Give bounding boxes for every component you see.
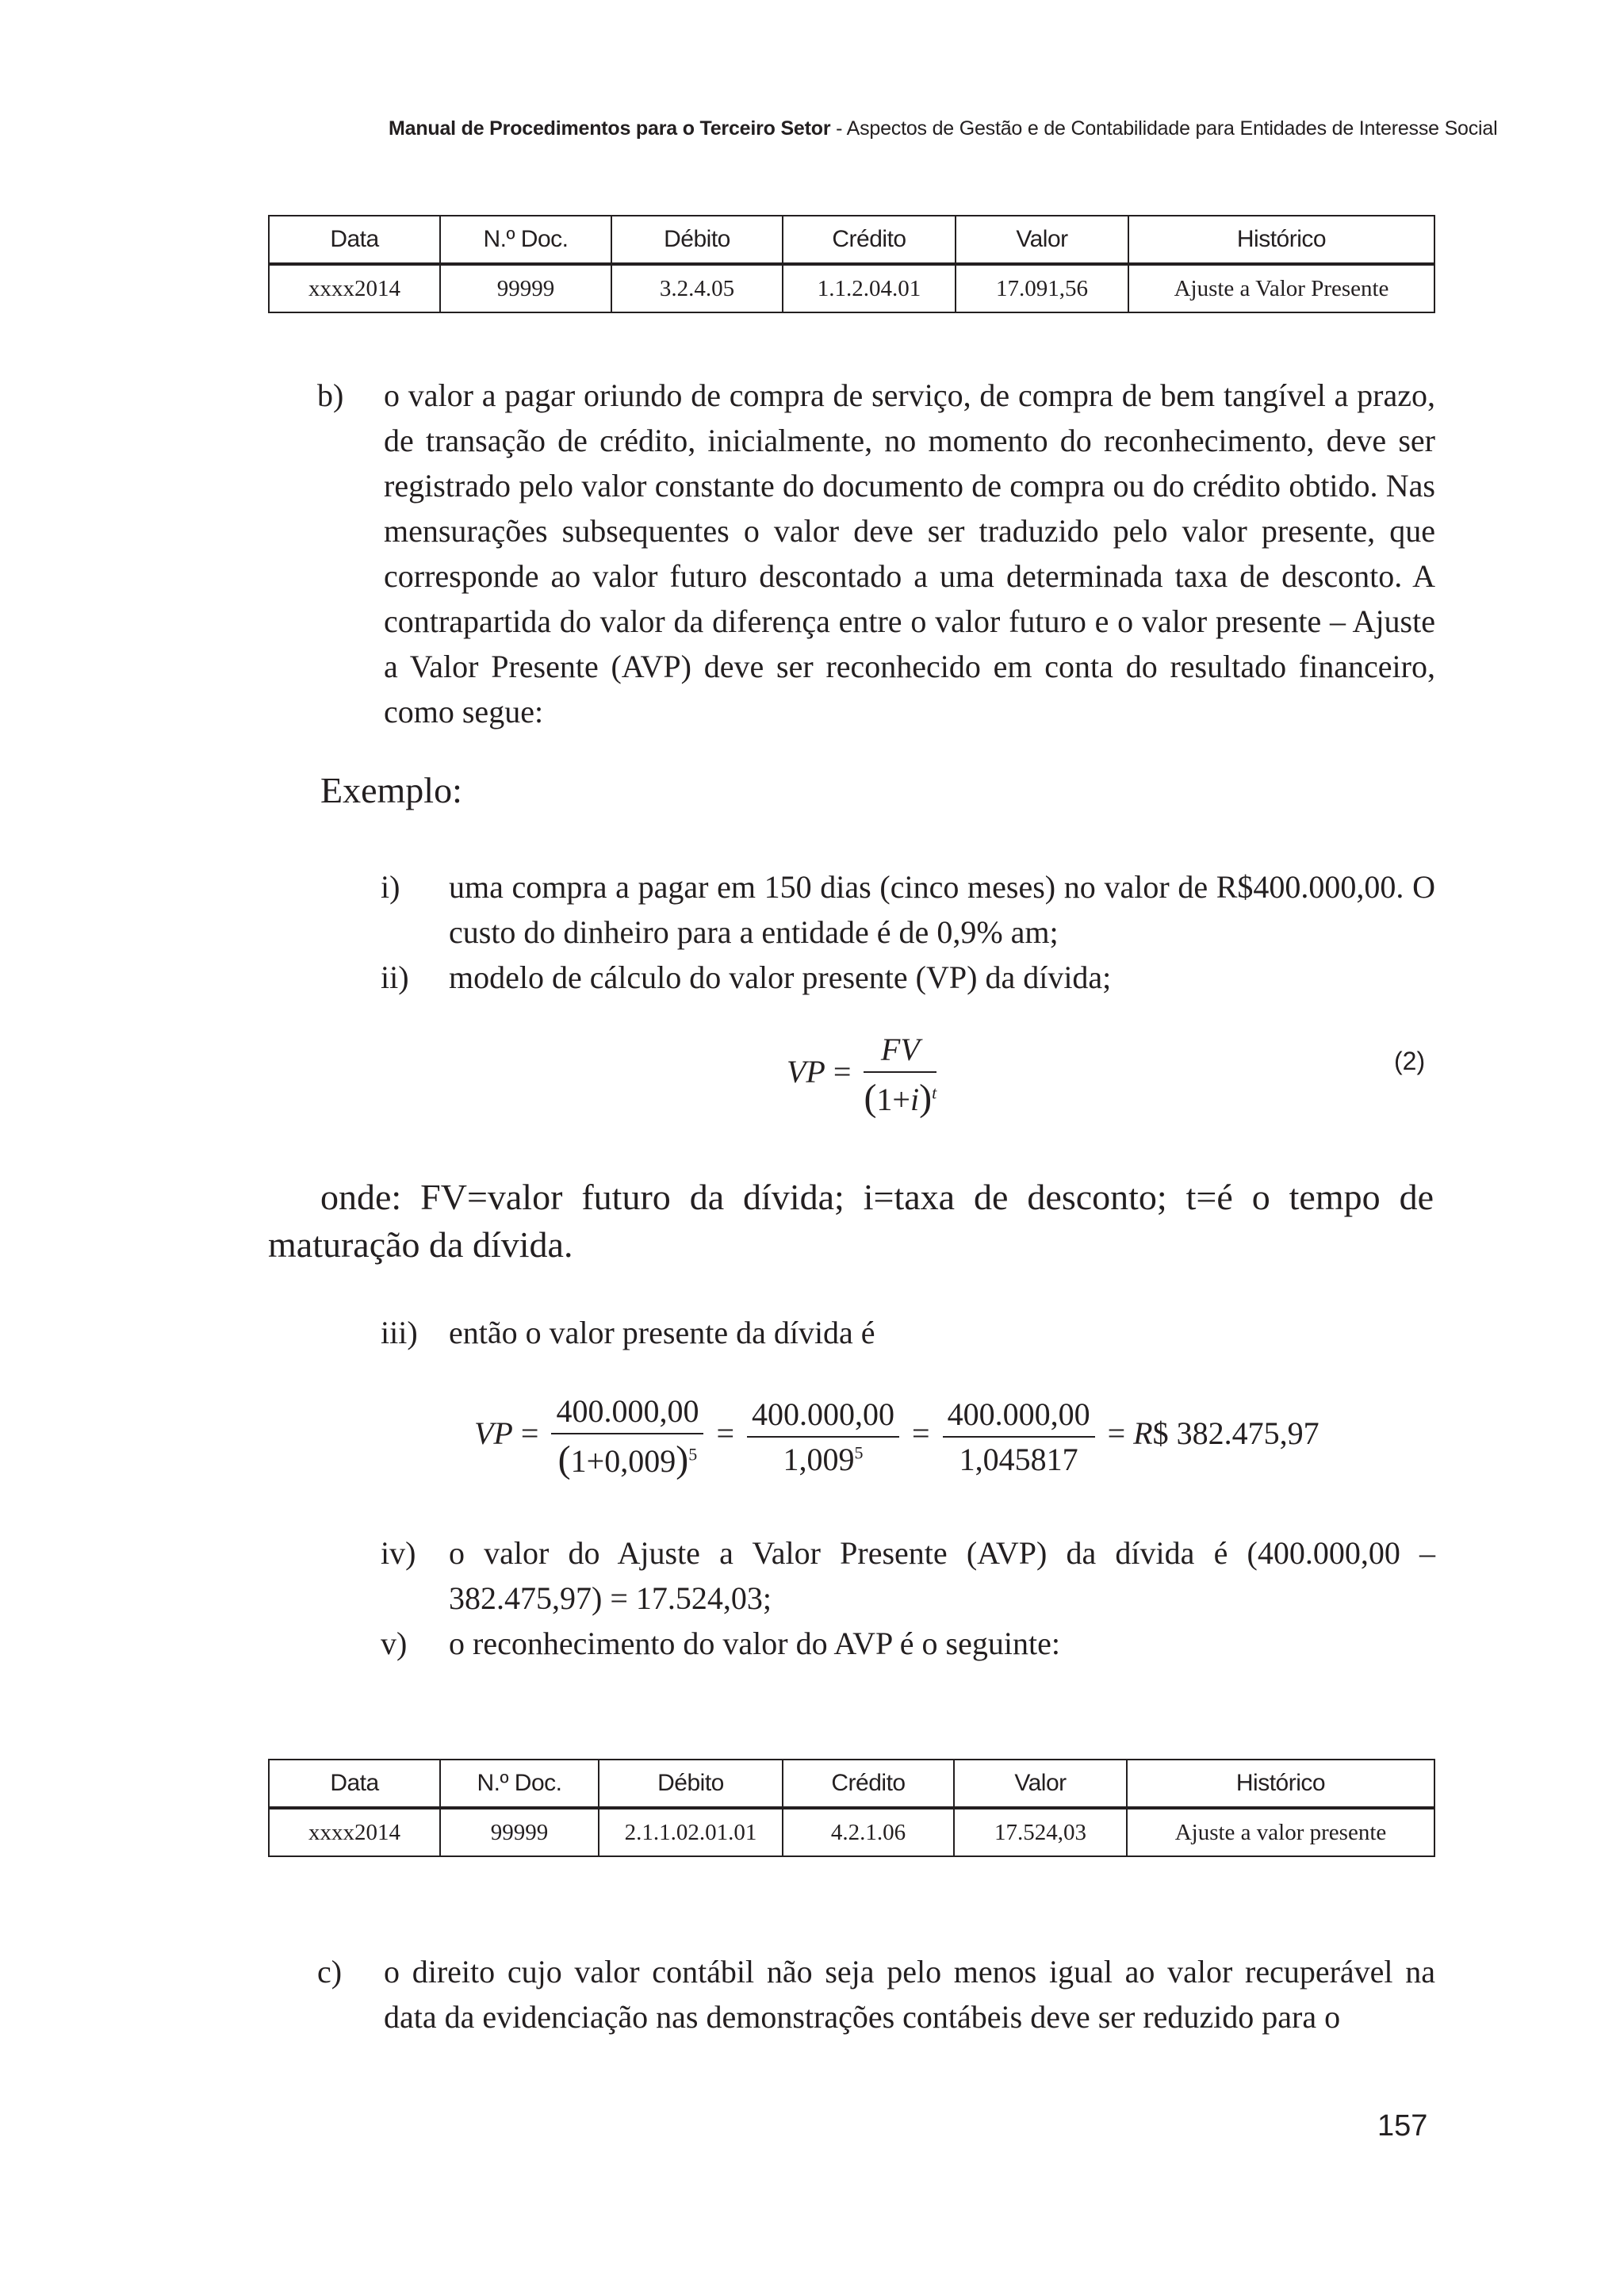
item-label: i) — [381, 869, 400, 905]
table-row — [269, 264, 1434, 312]
formula-fraction-3 — [943, 1396, 1095, 1478]
col-debito: Débito — [611, 216, 783, 264]
example-heading: Exemplo: — [320, 770, 462, 810]
item-label: v) — [381, 1626, 408, 1661]
col-doc: N.º Doc. — [440, 1760, 599, 1808]
list-item-i — [381, 864, 1435, 955]
col-data: Data — [269, 216, 440, 264]
col-historico: Histórico — [1128, 216, 1434, 264]
item-text: o valor do Ajuste a Valor Presente (AVP) da dívida é (400.000,00 – 382.475,97) = 17.524,03; — [449, 1535, 1435, 1616]
cell-data: xxxx2014 — [269, 264, 440, 312]
entry-table-1 — [268, 215, 1435, 313]
formula-result: $ 382.475,97 — [1152, 1415, 1320, 1452]
formula-equals: = — [833, 1054, 852, 1090]
paragraph-text: o direito cujo valor contábil não seja pelo menos igual ao valor recuperável na data da evidenciação nas demonstrações contábeis deve ser reduzido para o — [384, 1954, 1435, 2035]
formula-equals: = — [520, 1415, 539, 1452]
header-subtitle: - Aspectos de Gestão e de Contabilidade para Entidades de Interesse Social — [830, 117, 1498, 140]
table-header-row — [269, 216, 1434, 264]
definitions-text: onde: FV=valor futuro da dívida; i=taxa de desconto; t=é o tempo de maturação da dívida. — [268, 1177, 1434, 1265]
definitions-paragraph — [268, 1174, 1434, 1269]
paragraph-b — [317, 373, 1435, 734]
formula-vp-general — [787, 1031, 941, 1120]
formula-numerator: 400.000,00 — [747, 1396, 899, 1438]
item-text: uma compra a pagar em 150 dias (cinco meses) no valor de R$400.000,00. O custo do dinheiro para a entidade é de 0,9% am; — [449, 869, 1435, 950]
cell-historico: Ajuste a valor presente — [1127, 1808, 1434, 1856]
formula-equals: = — [716, 1415, 734, 1452]
col-valor: Valor — [956, 216, 1128, 264]
cell-valor: 17.091,56 — [956, 264, 1128, 312]
col-data: Data — [269, 1760, 440, 1808]
col-credito: Crédito — [783, 216, 956, 264]
formula-numerator: 400.000,00 — [943, 1396, 1095, 1438]
item-text: o reconhecimento do valor do AVP é o seguinte: — [449, 1626, 1060, 1661]
col-valor: Valor — [954, 1760, 1127, 1808]
paragraph-label: c) — [317, 1954, 343, 1990]
equation-number: (2) — [1394, 1047, 1426, 1075]
formula-numerator: FV — [864, 1031, 936, 1073]
formula-vp-calculation — [474, 1392, 1320, 1481]
formula-equals: = — [1107, 1415, 1126, 1452]
formula-denominator: 1,009$^5$ — [783, 1442, 864, 1477]
paragraph-text: o valor a pagar oriundo de compra de serviço, de compra de bem tangível a prazo, de transação de crédito, inicialmente, no momento do reconhecimento, deve ser registrado pelo valor constante do documento de compra ou do crédito obtido. Nas mensurações subsequentes o valor deve ser traduzido pelo valor presente, que corresponde ao valor futuro descontado a uma determinada taxa de desconto. A contrapartida do valor da diferença entre o valor futuro e o valor presente – Ajuste a Valor Presente (AVP) deve ser reconhecido em conta do resultado financeiro, como segue: — [384, 377, 1435, 730]
col-credito: Crédito — [783, 1760, 954, 1808]
formula-fraction-2 — [747, 1396, 899, 1478]
running-header — [389, 117, 1498, 140]
formula-currency-r: R — [1133, 1415, 1153, 1452]
item-label: ii) — [381, 959, 409, 995]
formula-fraction — [864, 1031, 936, 1120]
cell-valor: 17.524,03 — [954, 1808, 1127, 1856]
cell-doc: 99999 — [440, 264, 611, 312]
formula-denominator: $(1+i)^t$ — [864, 1077, 937, 1119]
col-historico: Histórico — [1127, 1760, 1434, 1808]
cell-debito: 3.2.4.05 — [611, 264, 783, 312]
cell-doc: 99999 — [440, 1808, 599, 1856]
item-text: modelo de cálculo do valor presente (VP) da dívida; — [449, 959, 1112, 995]
formula-fraction-1 — [551, 1392, 703, 1481]
cell-data: xxxx2014 — [269, 1808, 440, 1856]
formula-denominator: $(1+0,009)^5$ — [557, 1438, 698, 1480]
col-doc: N.º Doc. — [440, 216, 611, 264]
header-title: Manual de Procedimentos para o Terceiro Setor — [389, 117, 831, 140]
entry-table-2 — [268, 1759, 1435, 1857]
page-number: 157 — [1377, 2109, 1428, 2143]
table-header-row — [269, 1760, 1434, 1808]
item-label: iii) — [381, 1315, 418, 1350]
item-label: iv) — [381, 1535, 416, 1571]
cell-debito: 2.1.1.02.01.01 — [599, 1808, 783, 1856]
formula-lhs: VP — [474, 1415, 513, 1452]
paragraph-c — [317, 1949, 1435, 2039]
formula-lhs: VP — [787, 1054, 825, 1090]
cell-credito: 1.1.2.04.01 — [783, 264, 956, 312]
list-item-iv — [381, 1530, 1435, 1621]
table-row — [269, 1808, 1434, 1856]
paragraph-label: b) — [317, 377, 344, 413]
list-item-iii — [381, 1310, 1435, 1355]
list-item-ii — [381, 955, 1435, 1000]
col-debito: Débito — [599, 1760, 783, 1808]
formula-numerator: 400.000,00 — [551, 1392, 703, 1434]
item-text: então o valor presente da dívida é — [449, 1315, 875, 1350]
cell-credito: 4.2.1.06 — [783, 1808, 954, 1856]
formula-denominator: 1,045817 — [959, 1442, 1078, 1477]
list-item-v — [381, 1621, 1435, 1666]
cell-historico: Ajuste a Valor Presente — [1128, 264, 1434, 312]
formula-equals: = — [912, 1415, 930, 1452]
